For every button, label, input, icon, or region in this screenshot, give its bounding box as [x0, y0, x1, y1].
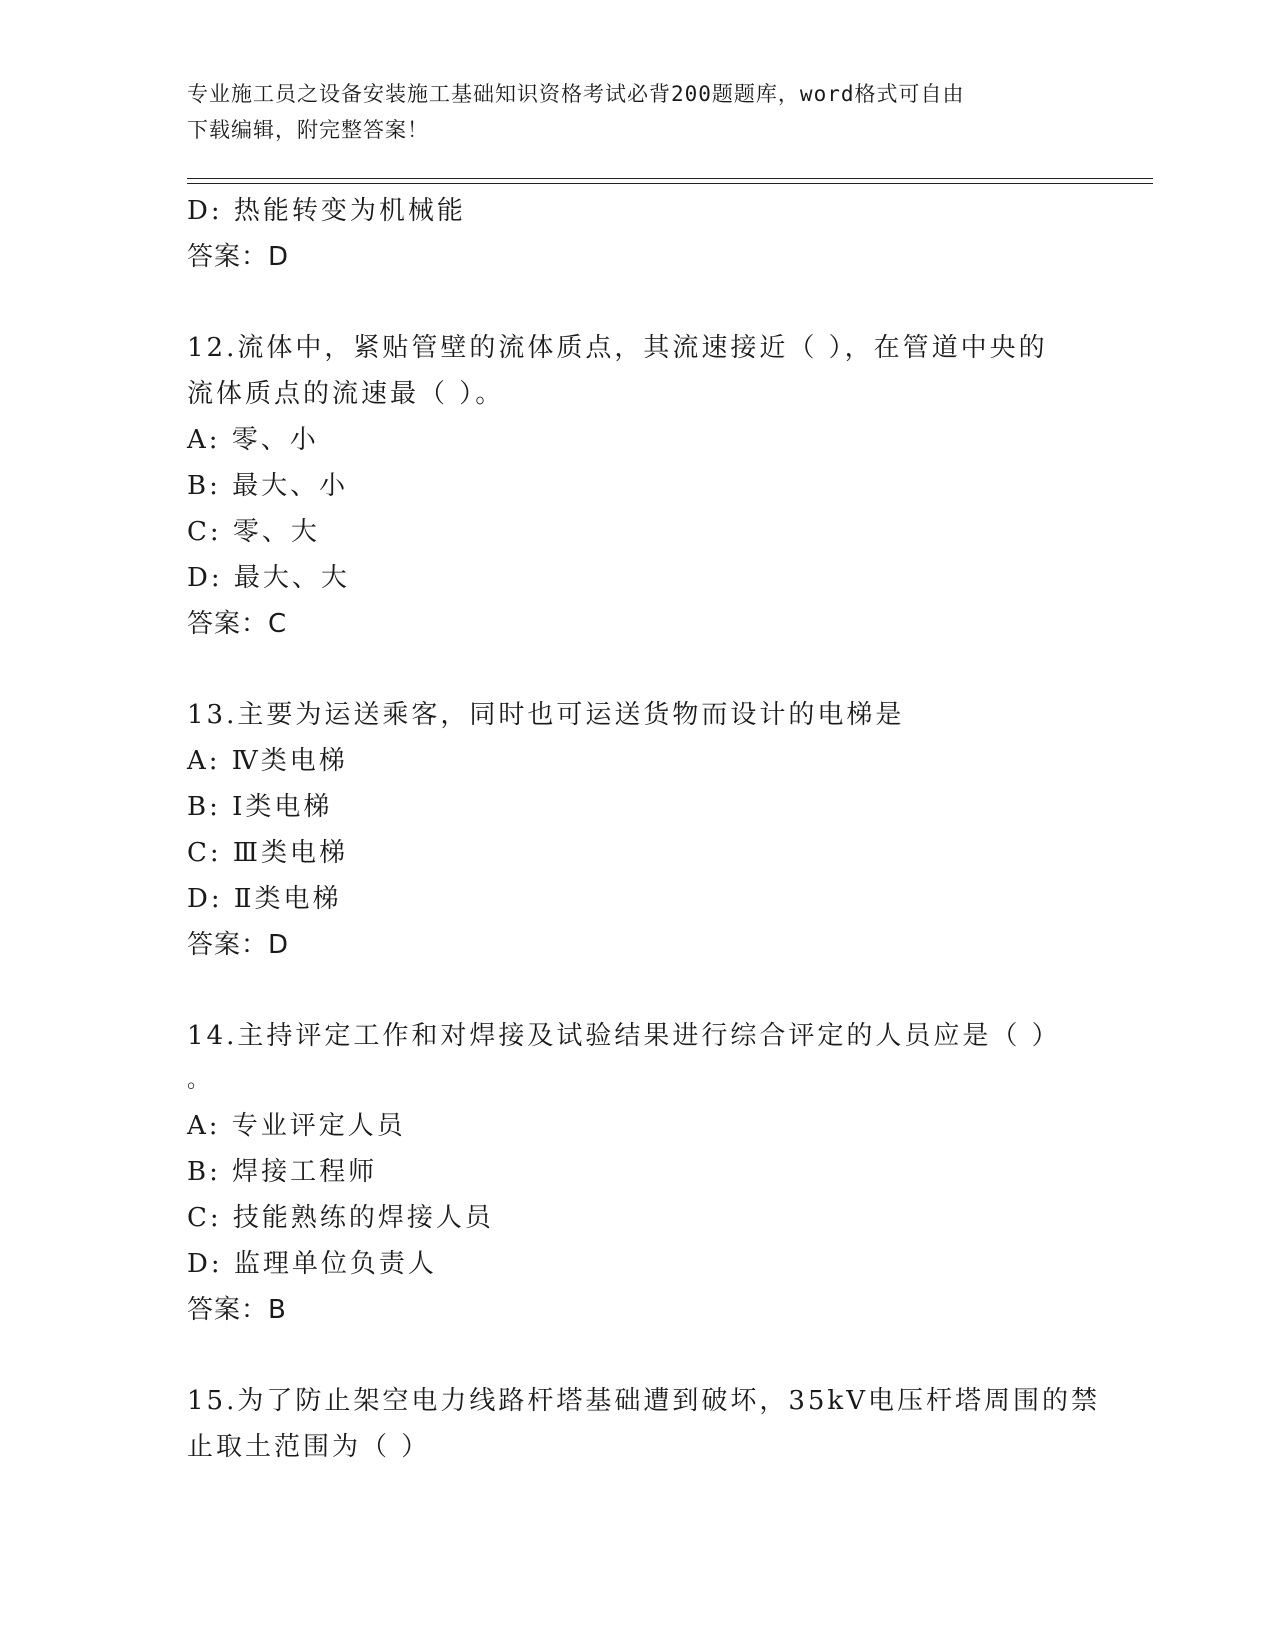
- question-stem: 13.主要为运送乘客，同时也可运送货物而设计的电梯是: [187, 700, 905, 730]
- option-b: B: 最大、小: [187, 471, 349, 501]
- question-11-tail: [187, 188, 1087, 280]
- question-12: [187, 325, 1087, 647]
- question-stem: 12.流体中，紧贴管壁的流体质点，其流速接近（ ），在管道中央的: [187, 333, 1048, 363]
- question-list: [187, 188, 1100, 1470]
- question-13: [187, 692, 1087, 968]
- option-a: A: 零、小: [187, 425, 319, 455]
- question-stem: 流体质点的流速最（ ）。: [187, 379, 505, 409]
- option-d: D: Ⅱ类电梯: [187, 884, 342, 914]
- option-c: C: 技能熟练的焊接人员: [187, 1203, 494, 1233]
- option-a: A: 专业评定人员: [187, 1111, 406, 1141]
- option-d: D: 最大、大: [187, 563, 350, 593]
- option-c: C: 零、大: [187, 517, 320, 547]
- header-rule-top: [187, 178, 1153, 179]
- answer-line: 答案：D: [187, 930, 290, 960]
- answer-line: 答案：D: [187, 242, 290, 272]
- option-d: D: 热能转变为机械能: [187, 196, 466, 226]
- question-15: [187, 1378, 1100, 1470]
- option-b: B: 焊接工程师: [187, 1157, 378, 1187]
- question-stem: 止取土范围为（ ）: [187, 1432, 431, 1462]
- question-stem-end: 。: [187, 1068, 210, 1093]
- question-stem: 15.为了防止架空电力线路杆塔基础遭到破坏，35kV电压杆塔周围的禁: [187, 1386, 1100, 1416]
- document-header: [187, 76, 1087, 148]
- header-line-1: 专业施工员之设备安装施工基础知识资格考试必背200题题库，word格式可自由: [187, 82, 965, 106]
- option-d: D: 监理单位负责人: [187, 1249, 437, 1279]
- option-b: B: Ⅰ类电梯: [187, 792, 333, 822]
- question-stem: 14.主持评定工作和对焊接及试验结果进行综合评定的人员应是（ ）: [187, 1021, 1061, 1051]
- answer-line: 答案：C: [187, 609, 288, 639]
- answer-line: 答案：B: [187, 1295, 287, 1325]
- question-14: [187, 1013, 1087, 1333]
- header-line-2: 下载编辑，附完整答案！: [187, 118, 429, 142]
- header-rule-bottom: [187, 183, 1153, 184]
- option-c: C: Ⅲ类电梯: [187, 838, 348, 868]
- option-a: A: Ⅳ类电梯: [187, 746, 348, 776]
